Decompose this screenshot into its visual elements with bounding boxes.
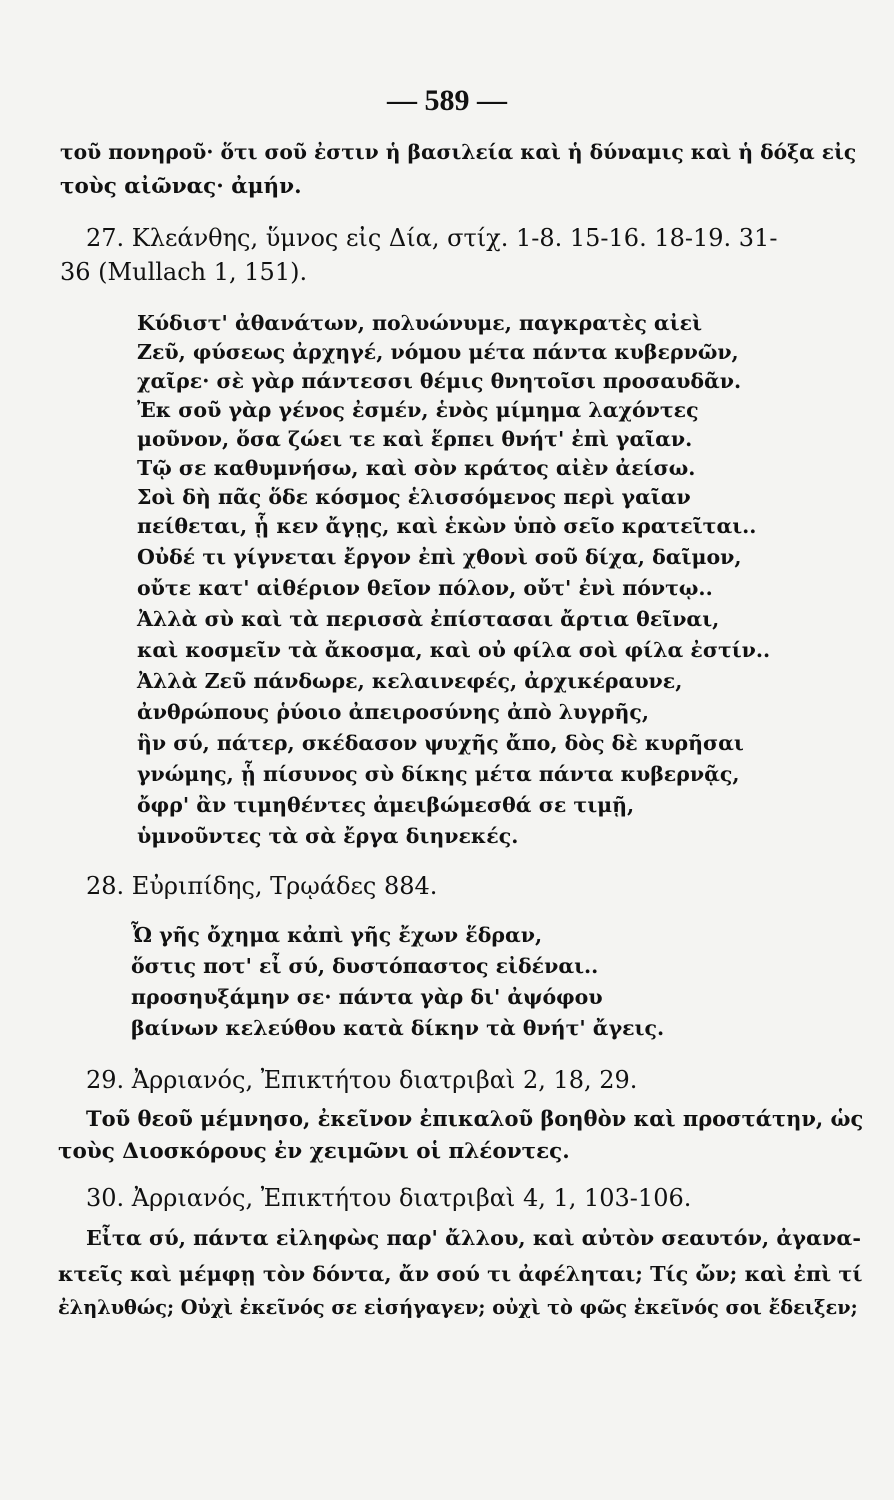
verse-line: ὑμνοῦντες τὰ σὰ ἔργα διηνεκές.	[137, 824, 519, 848]
verse-line: Ὦ γῆς ὄχημα κἀπὶ γῆς ἔχων ἕδραν,	[131, 923, 543, 947]
prose-line: ἐληλυθώς; Οὐχὶ ἐκεῖνός σε εἰσήγαγεν; οὐχὶ τὸ φῶς ἐκεῖνός σοι ἔδειξεν;	[58, 1296, 858, 1319]
verse-line: βαίνων κελεύθου κατὰ δίκην τὰ θνήτ' ἄγεις.	[131, 1016, 665, 1040]
page-number: — 589 —	[387, 84, 507, 117]
verse-line: μοῦνον, ὅσα ζώει τε καὶ ἕρπει θνήτ' ἐπὶ γαῖαν.	[137, 427, 693, 451]
prose-line: Τοῦ θεοῦ μέμνησο, ἐκεῖνον ἐπικαλοῦ βοηθὸν καὶ προστάτην, ὡς	[86, 1106, 864, 1131]
verse-line: οὔτε κατ' αἰθέριον θεῖον πόλον, οὔτ' ἐνὶ πόντῳ..	[137, 576, 713, 600]
verse-line: Ἐκ σοῦ γὰρ γένος ἐσμέν, ἑνὸς μίμημα λαχόντες	[137, 398, 699, 422]
verse-line: Κύδιστ' ἀθανάτων, πολυώνυμε, παγκρατὲς αἰεὶ	[137, 311, 703, 335]
verse-line: Ζεῦ, φύσεως ἀρχηγέ, νόμου μέτα πάντα κυβερνῶν,	[137, 340, 739, 364]
entry-28-heading: 28. Εὐριπίδης, Τρῳάδες 884.	[86, 872, 438, 900]
verse-line: γνώμης, ᾗ πίσυνος σὺ δίκης μέτα πάντα κυβερνᾷς,	[137, 762, 740, 786]
entry-27-heading-line-1: 27. Κλεάνθης, ὕμνος εἰς Δία, στίχ. 1-8. 15-16. 18-19. 31-	[86, 224, 778, 252]
verse-line: Οὐδέ τι γίγνεται ἔργον ἐπὶ χθονὶ σοῦ δίχα, δαῖμον,	[137, 545, 742, 569]
prose-line: Εἶτα σύ, πάντα εἰληφὼς παρ' ἄλλου, καὶ αὐτὸν σεαυτόν, ἀγανα-	[86, 1226, 861, 1250]
verse-line: χαῖρε· σὲ γὰρ πάντεσσι θέμις θνητοῖσι προσαυδᾶν.	[137, 369, 742, 393]
verse-line: καὶ κοσμεῖν τὰ ἄκοσμα, καὶ οὐ φίλα σοὶ φίλα ἐστίν..	[137, 638, 771, 662]
verse-line: Τῷ σε καθυμνήσω, καὶ σὸν κράτος αἰὲν ἀείσω.	[137, 456, 696, 480]
verse-line: Ἀλλὰ Ζεῦ πάνδωρε, κελαινεφές, ἀρχικέραυνε,	[137, 669, 683, 693]
prose-line: τοὺς Διοσκόρους ἐν χειμῶνι οἱ πλέοντες.	[58, 1139, 570, 1164]
entry-29-heading: 29. Ἀρριανός, Ἐπικτήτου διατριβαὶ 2, 18, 29.	[86, 1066, 638, 1094]
entry-30-heading: 30. Ἀρριανός, Ἐπικτήτου διατριβαὶ 4, 1, 103-106.	[86, 1184, 692, 1212]
opening-line-1: τοῦ πονηροῦ· ὅτι σοῦ ἐστιν ἡ βασιλεία καὶ ἡ δύναμις καὶ ἡ δόξα εἰς	[60, 140, 857, 164]
verse-line: ἣν σύ, πάτερ, σκέδασον ψυχῆς ἄπο, δὸς δὲ κυρῆσαι	[137, 731, 744, 755]
verse-line: ἀνθρώπους ῥύοιο ἀπειροσύνης ἀπὸ λυγρῆς,	[137, 700, 650, 724]
entry-27-heading-line-2: 36 (Mullach 1, 151).	[60, 258, 308, 286]
prose-line: κτεῖς καὶ μέμφῃ τὸν δόντα, ἄν σού τι ἀφέληται; Τίς ὤν; καὶ ἐπὶ τί	[58, 1262, 863, 1286]
verse-line: ὄφρ' ἂν τιμηθέντες ἀμειβώμεσθά σε τιμῇ,	[137, 793, 635, 817]
verse-line: πείθεται, ᾗ κεν ἄγῃς, καὶ ἑκὼν ὑπὸ σεῖο κρατεῖται..	[137, 514, 757, 538]
verse-line: Σοὶ δὴ πᾶς ὅδε κόσμος ἑλισσόμενος περὶ γαῖαν	[137, 485, 691, 509]
verse-line: προσηυξάμην σε· πάντα γὰρ δι' ἀψόφου	[131, 985, 603, 1009]
verse-line: ὅστις ποτ' εἶ σύ, δυστόπαστος εἰδέναι..	[131, 954, 599, 978]
opening-line-2: τοὺς αἰῶνας· ἀμήν.	[60, 174, 302, 199]
verse-line: Ἀλλὰ σὺ καὶ τὰ περισσὰ ἐπίστασαι ἄρτια θεῖναι,	[137, 607, 720, 631]
